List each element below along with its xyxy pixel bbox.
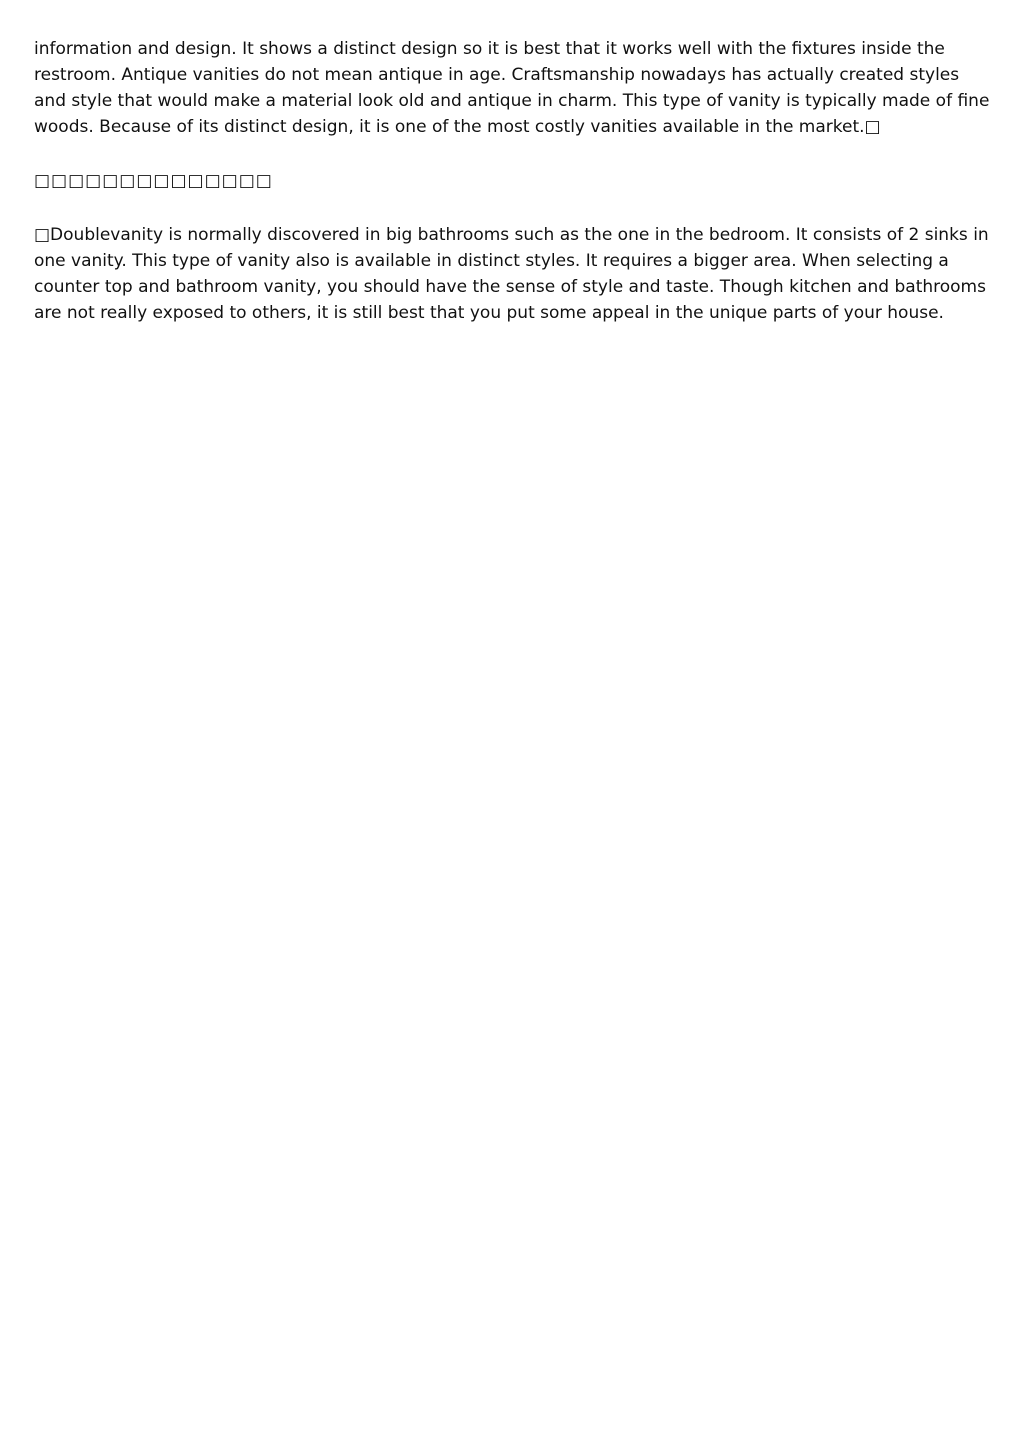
paragraph-double-vanity: □Doublevanity is normally discovered in big bathrooms such as the one in the bedroom. It consists of 2 sinks in one vanity. This type of vanity also is available in distinct styles. It requires a bigger area. When selecting a counter top and bathroom vanity, you should have the sense of style and taste. Though kitchen and bathrooms are not really exposed to others, it is still best that you put some appeal in the unique parts of your house. [34,225,989,323]
paragraph-missing-glyphs: □□□□□□□□□□□□□□ [34,171,273,191]
paragraph-antique-vanities: information and design. It shows a distinct design so it is best that it works well with the fixtures inside the restroom. Antique vanities do not mean antique in age. Craftsmanship nowadays has actually created styles and style that would make a material look old and antique in charm. This type of vanity is typically made of fine woods. Because of its distinct design, it is one of the most costly vanities available in the market.□ [34,39,990,137]
document-body [34,36,994,354]
